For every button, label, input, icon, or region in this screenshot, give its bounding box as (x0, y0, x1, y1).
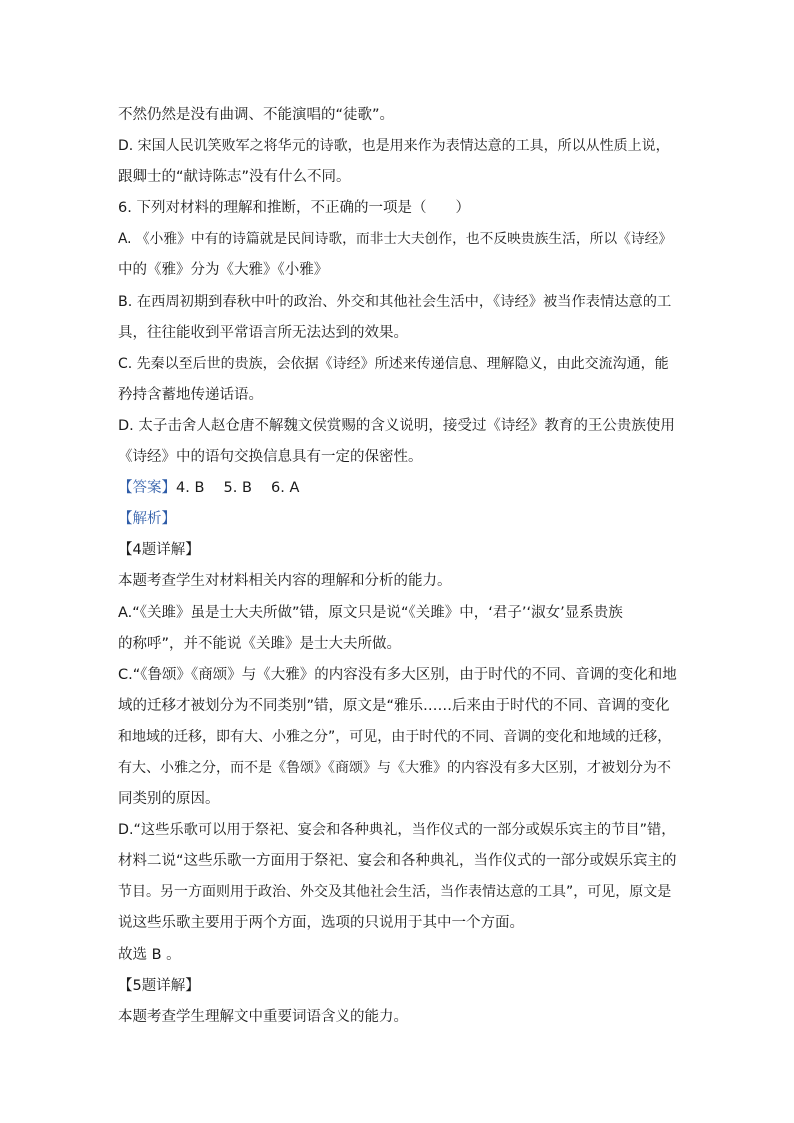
option-c: C. 先秦以至后世的贵族，会依据《诗经》所述来传递信息、理解隐义，由此交流沟通，能 (118, 355, 669, 372)
text-line: 同类别的原因。 (118, 791, 220, 808)
text-line: 说这些乐歌主要用于两个方面，选项的只说用于其中一个方面。 (118, 915, 524, 932)
text-line: 故选 B 。 (118, 946, 181, 963)
option-d: D. 太子击舍人赵仓唐不解魏文侯赏赐的含义说明，接受过《诗经》教育的王公贵族使用 (118, 417, 675, 434)
text-line: 节目。另一方面则用于政治、外交及其他社会生活，当作表情达意的工具”，可见，原文是 (118, 884, 672, 901)
text-line: D. 宋国人民讥笑败军之将华元的诗歌，也是用来作为表情达意的工具，所以从性质上说， (118, 138, 670, 155)
question-6-stem: 6. 下列对材料的理解和推断，不正确的一项是（ ） (118, 200, 470, 217)
section-heading: 【4题详解】 (118, 542, 200, 559)
text-line: 矜持含蓄地传递话语。 (118, 386, 263, 403)
option-a: A. 《小雅》中有的诗篇就是民间诗歌，而非士大夫创作，也不反映贵族生活，所以《诗经》 (118, 231, 673, 248)
text-line: 本题考查学生理解文中重要词语含义的能力。 (118, 1008, 408, 1025)
option-b: B. 在西周初期到春秋中叶的政治、外交和其他社会生活中，《诗经》被当作表情达意的工 (118, 293, 672, 310)
text-line: 不然仍然是没有曲调、不能演唱的“徒歌”。 (118, 107, 395, 123)
answer-line (118, 473, 678, 504)
answer-text: 4. B 5. B 6. A (176, 480, 300, 497)
text-line: 的称呼”，并不能说《关雎》是士大夫所做。 (118, 635, 402, 652)
text-line: D.“这些乐歌可以用于祭祀、宴会和各种典礼，当作仪式的一部分或娱乐宾主的节目”错， (118, 822, 676, 839)
document-page (118, 100, 678, 1033)
text-line: 和地域的迁移，即有大、小雅之分”，可见，由于时代的不同、音调的变化和地域的迁移， (118, 728, 672, 745)
section-heading: 【5题详解】 (118, 977, 200, 994)
answer-tag: 【答案】 (118, 480, 176, 497)
analysis-line (118, 504, 678, 535)
text-line: 跟卿士的“献诗陈志”没有什么不同。 (118, 169, 351, 186)
text-line: 本题考查学生对材料相关内容的理解和分析的能力。 (118, 573, 452, 590)
text-line: 域的迁移才被划分为不同类别”错，原文是“雅乐……后来由于时代的不同、音调的变化 (118, 697, 670, 714)
text-line: C.“《鲁颂》《商颂》与《大雅》的内容没有多大区别，由于时代的不同、音调的变化和地 (118, 666, 677, 683)
analysis-tag: 【解析】 (118, 511, 176, 528)
text-line: A.“《关雎》虽是士大夫所做”错，原文只是说“《关雎》中，‘君子’‘淑女’显系贵族 (118, 604, 623, 621)
text-line: 中的《雅》分为《大雅》《小雅》 (118, 262, 329, 279)
text-line: 有大、小雅之分，而不是《鲁颂》《商颂》与《大雅》的内容没有多大区别，才被划分为不 (118, 759, 671, 776)
text-line: 《诗经》中的语句交换信息具有一定的保密性。 (118, 449, 423, 466)
text-line: 材料二说“这些乐歌一方面用于祭祀、宴会和各种典礼，当作仪式的一部分或娱乐宾主的 (118, 853, 677, 870)
text-line: 具，往往能收到平常语言所无法达到的效果。 (118, 324, 408, 341)
